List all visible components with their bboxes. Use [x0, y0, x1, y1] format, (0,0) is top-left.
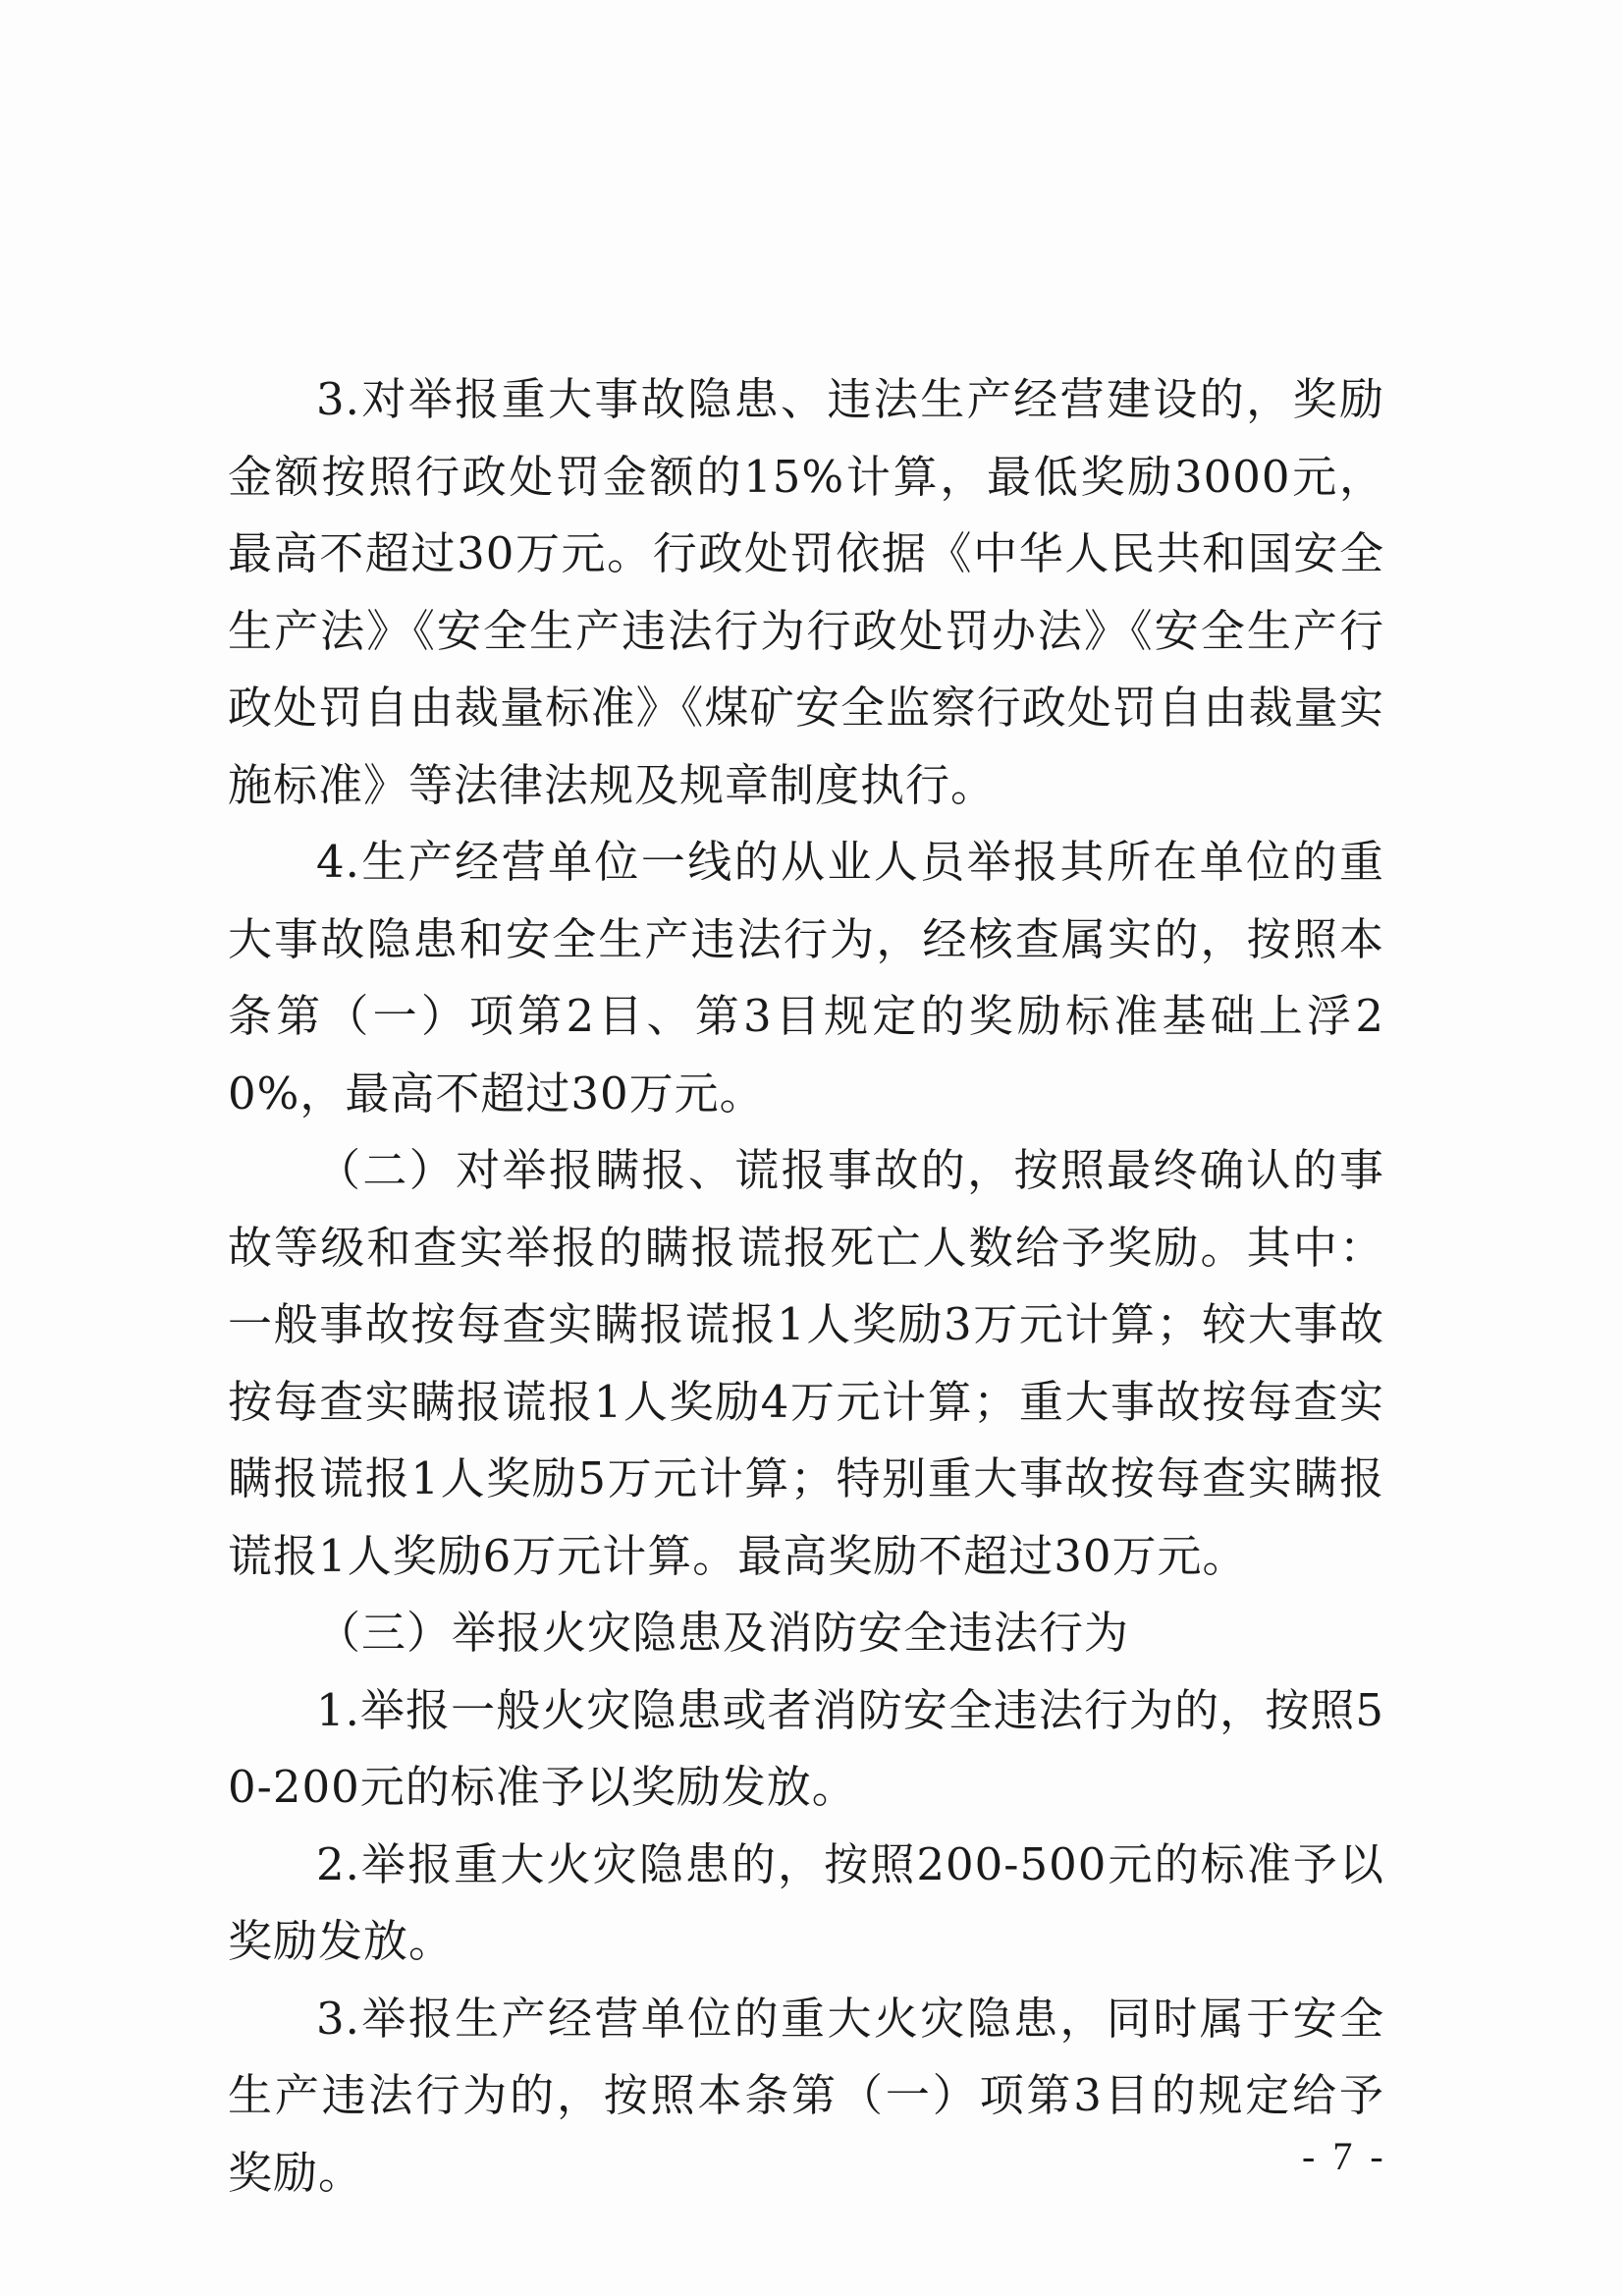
- paragraph-section-three-item-1: 1.举报一般火灾隐患或者消防安全违法行为的，按照50-200元的标准予以奖励发放。: [228, 1683, 1384, 1813]
- paragraph-section-three-heading: （三）举报火灾隐患及消防安全违法行为: [316, 1607, 1130, 1659]
- paragraph-item-4: 4.生产经营单位一线的从业人员举报其所在单位的重大事故隐患和安全生产违法行为，经核查属实的，按照本条第（一）项第2目、第3目规定的奖励标准基础上浮20%，最高不超过30万元。: [228, 836, 1384, 1120]
- paragraph-section-three-item-3: 3.举报生产经营单位的重大火灾隐患，同时属于安全生产违法行为的，按照本条第（一）项第3目的规定给予奖励。: [228, 1992, 1384, 2199]
- paragraph-item-3: 3.对举报重大事故隐患、违法生产经营建设的，奖励金额按照行政处罚金额的15%计算，最低奖励3000元，最高不超过30万元。行政处罚依据《中华人民共和国安全生产法》《安全生产违法行为行政处罚办法》《安全生产行政处罚自由裁量标准》《煤矿安全监察行政处罚自由裁量实施标准》等法律法规及规章制度执行。: [228, 373, 1384, 811]
- document-body: [228, 361, 1384, 2212]
- page-number: - 7 -: [1302, 2134, 1387, 2178]
- paragraph-section-two: （二）对举报瞒报、谎报事故的，按照最终确认的事故等级和查实举报的瞒报谎报死亡人数给予奖励。其中：一般事故按每查实瞒报谎报1人奖励3万元计算；较大事故按每查实瞒报谎报1人奖励4万元计算；重大事故按每查实瞒报谎报1人奖励5万元计算；特别重大事故按每查实瞒报谎报1人奖励6万元计算。最高奖励不超过30万元。: [228, 1144, 1384, 1582]
- paragraph-section-three-item-2: 2.举报重大火灾隐患的，按照200-500元的标准予以奖励发放。: [228, 1837, 1384, 1967]
